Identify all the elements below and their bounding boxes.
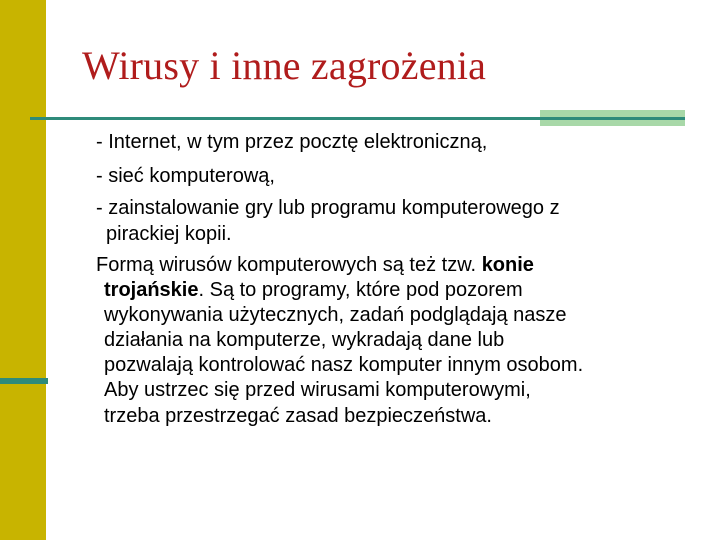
paragraph-bold-term: trojańskie [104, 279, 199, 301]
paragraph-line: wykonywania użytecznych, zadań podglądają nasze [104, 304, 567, 326]
paragraph-bold-term: konie [481, 254, 534, 276]
paragraph-line [96, 253, 534, 277]
bullet-item: - sieć komputerową, [96, 165, 275, 187]
paragraph-line: działania na komputerze, wykradają dane lub [104, 329, 505, 351]
paragraph-line: Aby ustrzec się przed wirusami komputerowymi, [104, 379, 531, 401]
paragraph-text: . Są to programy, które pod pozorem [198, 279, 523, 301]
left-decorative-bar [0, 0, 46, 540]
left-bar-accent [0, 378, 48, 384]
paragraph-text: Formą wirusów komputerowych są też tzw. [96, 254, 482, 276]
paragraph-line: pozwalają kontrolować nasz komputer innym osobom. [104, 354, 584, 376]
paragraph-line [104, 278, 523, 302]
paragraph-line: trzeba przestrzegać zasad bezpieczeństwa. [104, 405, 492, 427]
slide-title: Wirusy i inne zagrożenia [82, 43, 487, 88]
bullet-item-continuation: pirackiej kopii. [106, 223, 232, 245]
title-rule [30, 117, 685, 120]
bullet-item: - Internet, w tym przez pocztę elektroniczną, [96, 131, 488, 153]
bullet-item: - zainstalowanie gry lub programu komputerowego z [96, 197, 560, 219]
